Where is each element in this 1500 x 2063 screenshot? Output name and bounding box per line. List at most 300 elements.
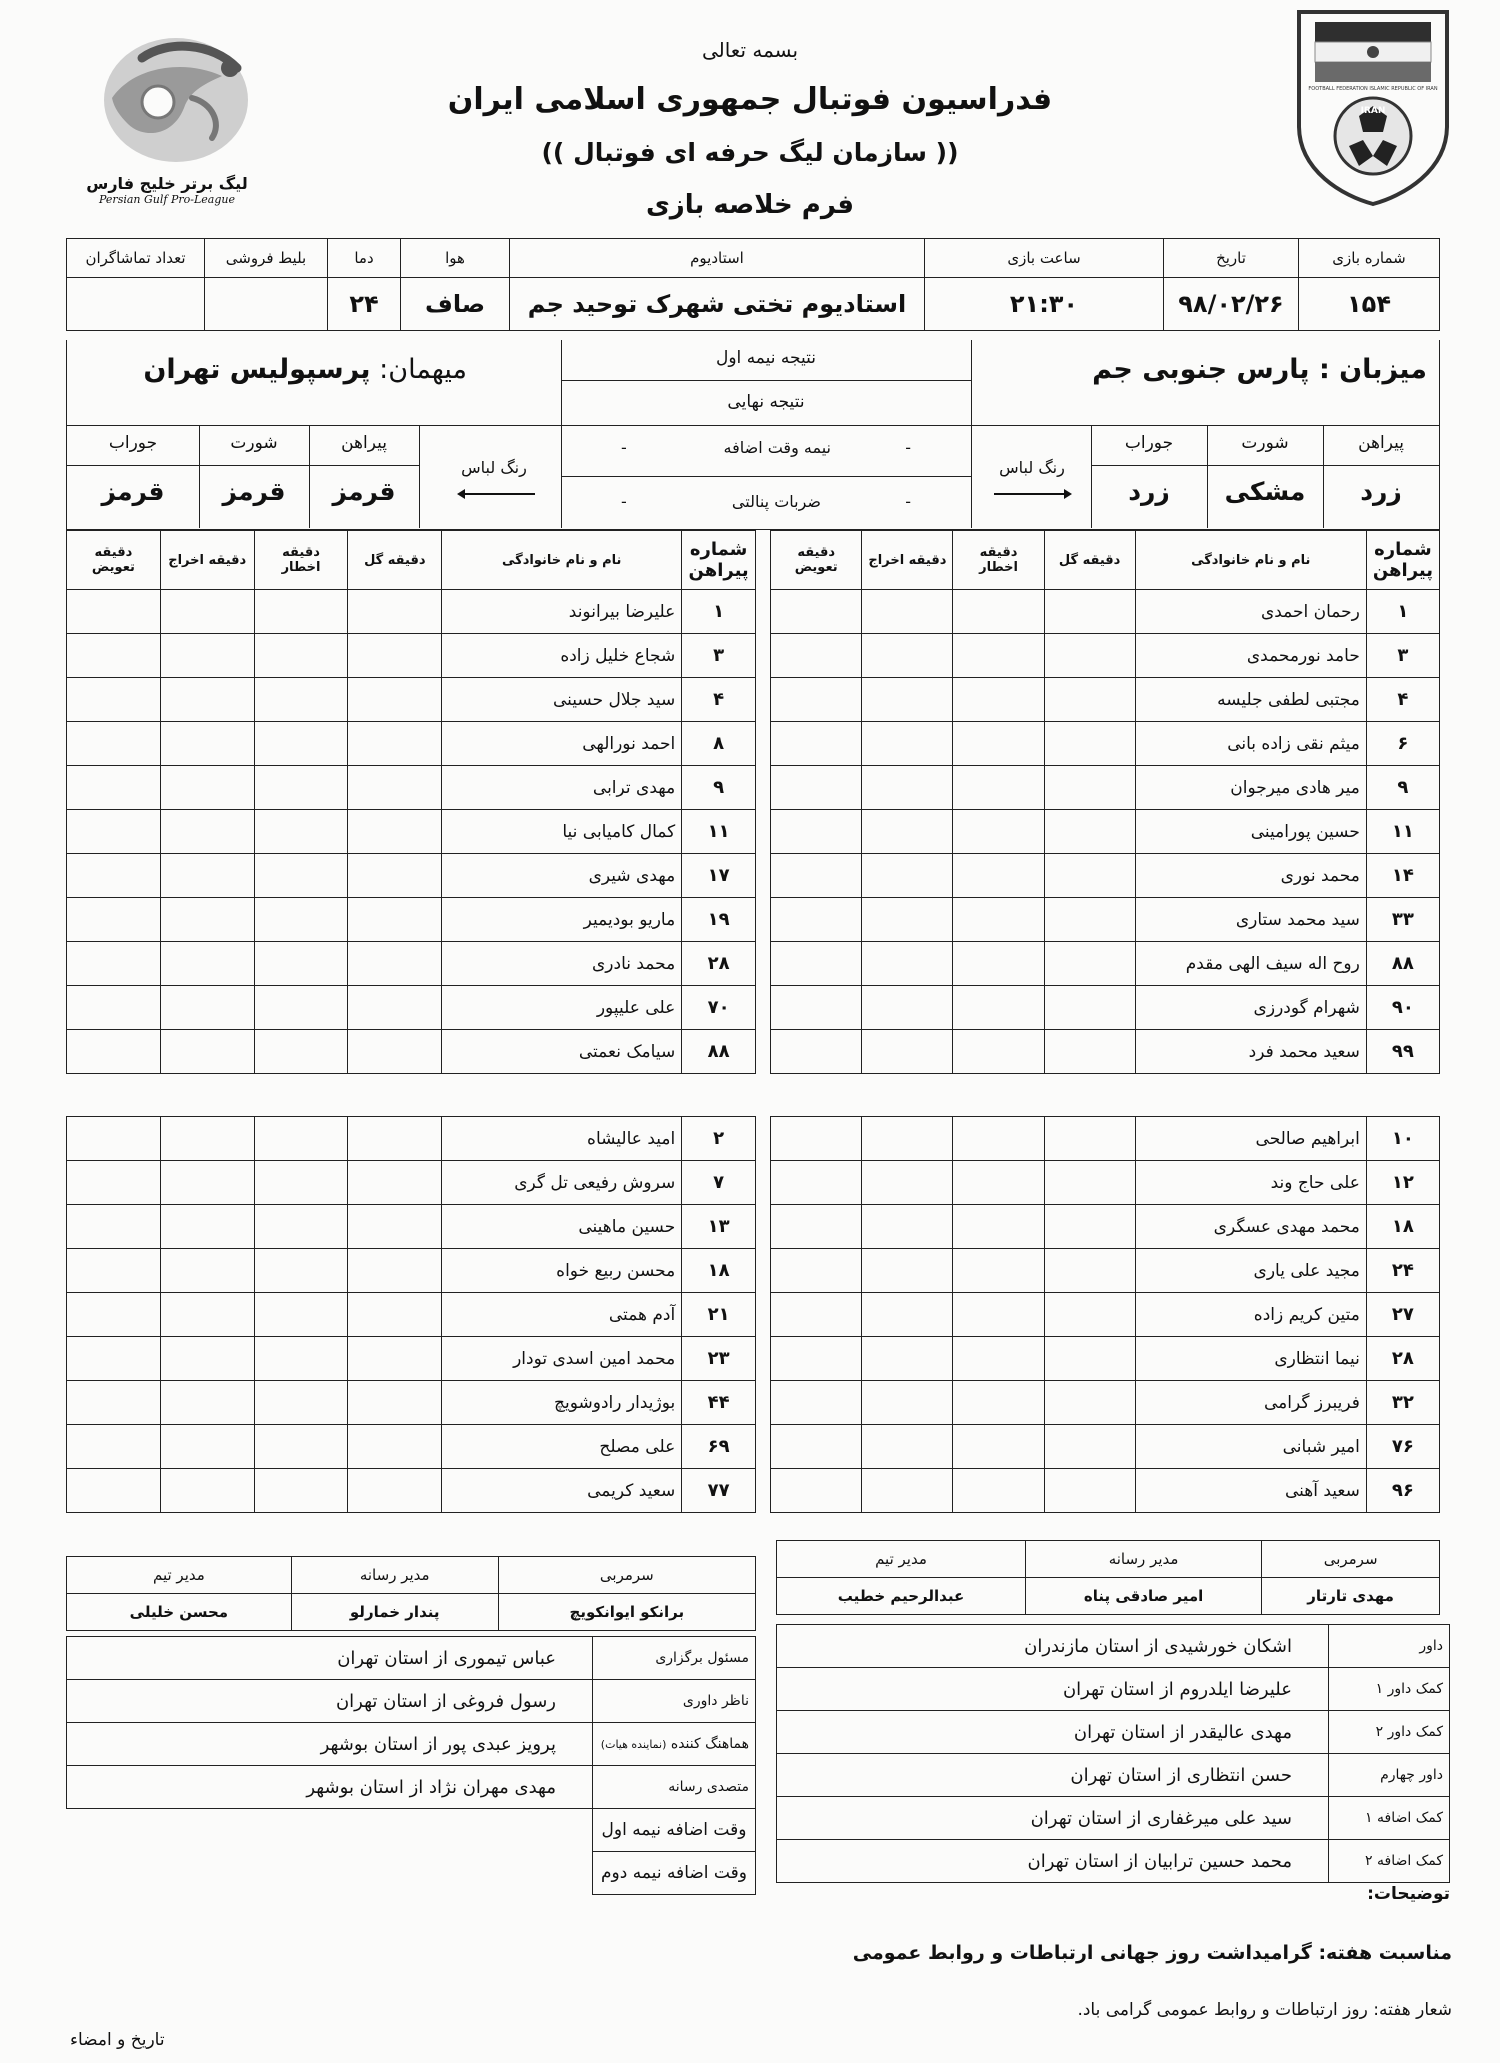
warning-minute-cell xyxy=(953,1030,1044,1074)
federation-logo-text: FOOTBALL FEDERATION ISLAMIC REPUBLIC OF IRAN xyxy=(1308,86,1438,92)
host-staff-labels xyxy=(777,1541,1440,1578)
sub-minute-cell xyxy=(67,1030,161,1074)
host-separator xyxy=(771,1074,1440,1117)
match-date: ۹۸/۰۲/۲۶ xyxy=(1164,278,1299,331)
sub-minute-cell xyxy=(771,898,862,942)
sendoff-minute-cell xyxy=(160,678,254,722)
added-time-second: وقت اضافه نیمه دوم xyxy=(593,1852,756,1895)
guest-socks-label: جوراب xyxy=(108,433,158,453)
sendoff-minute-cell xyxy=(160,986,254,1030)
goal-minute-cell xyxy=(1044,766,1135,810)
warning-minute-cell xyxy=(953,1161,1044,1205)
goal-minute-cell xyxy=(348,1425,442,1469)
host-sub-row xyxy=(771,1117,1440,1161)
player-name: مجتبی لطفی جلیسه xyxy=(1135,678,1366,722)
host-starter-row xyxy=(771,678,1440,722)
player-name: فریبرز گرامی xyxy=(1135,1381,1366,1425)
warning-minute-cell xyxy=(254,854,348,898)
player-name: کمال کامیابی نیا xyxy=(442,810,682,854)
host-starter-row xyxy=(771,1030,1440,1074)
match-time: ۲۱:۳۰ xyxy=(925,278,1164,331)
host-socks: زرد xyxy=(1128,477,1170,506)
guest-shirt: قرمز xyxy=(332,477,396,506)
goal-minute-cell xyxy=(1044,590,1135,634)
player-name: سعید محمد فرد xyxy=(1135,1030,1366,1074)
col-sub-minute: دقیقه تعویض xyxy=(771,531,862,590)
sendoff-minute-cell xyxy=(862,722,953,766)
occasion: مناسبت هفته: گرامیداشت روز جهانی ارتباطات و روابط عمومی xyxy=(852,1942,1452,1964)
federation-title: فدراسیون فوتبال جمهوری اسلامی ایران xyxy=(447,82,1053,117)
guest-starter-row xyxy=(67,810,756,854)
goal-minute-cell xyxy=(348,810,442,854)
guest-sub-row xyxy=(67,1117,756,1161)
guest-starter-row xyxy=(67,766,756,810)
referee-row xyxy=(777,1625,1450,1668)
shirt-number: ۱ xyxy=(682,590,756,634)
guest-starter-row xyxy=(67,854,756,898)
sub-minute-cell xyxy=(67,1117,161,1161)
warning-minute-cell xyxy=(953,1293,1044,1337)
guest-starter-row xyxy=(67,986,756,1030)
goal-minute-cell xyxy=(1044,1117,1135,1161)
shirt-number: ۷ xyxy=(682,1161,756,1205)
sub-minute-cell xyxy=(67,678,161,722)
col-sendoff-minute: دقیقه اخراج xyxy=(862,531,953,590)
goal-minute-cell xyxy=(348,898,442,942)
player-name: میثم نقی زاده بانی xyxy=(1135,722,1366,766)
player-name: آدم همتی xyxy=(442,1293,682,1337)
host-starter-row xyxy=(771,722,1440,766)
notes-label: توضیحات: xyxy=(1367,1884,1450,1904)
sendoff-minute-cell xyxy=(160,1425,254,1469)
guest-manager-label: مدیر تیم xyxy=(67,1557,292,1594)
sub-minute-cell xyxy=(67,1249,161,1293)
shirt-number: ۱۰ xyxy=(1366,1117,1439,1161)
player-name: امیر شبانی xyxy=(1135,1425,1366,1469)
warning-minute-cell xyxy=(953,1337,1044,1381)
sendoff-minute-cell xyxy=(160,1381,254,1425)
guest-sub-row xyxy=(67,1293,756,1337)
guest-starter-row xyxy=(67,1030,756,1074)
guest-media: پندار خمارلو xyxy=(291,1594,498,1631)
warning-minute-cell xyxy=(254,898,348,942)
goal-minute-cell xyxy=(348,1381,442,1425)
shirt-number: ۹ xyxy=(1366,766,1439,810)
sendoff-minute-cell xyxy=(862,810,953,854)
teams-block: میزبان : پارس جنوبی جم میهمان: پرسپولیس تهران نتیجه نیمه اول نتیجه نهایی - نیمه وقت اضافه - - ضربات پنالتی - پیراهن شورت جوراب زرد مشکی زرد رنگ لباس پیراهن شورت جوراب قرمز قرمز قرمز رنگ لباس xyxy=(66,340,1440,530)
host-starter-row xyxy=(771,810,1440,854)
sub-minute-cell xyxy=(67,722,161,766)
shirt-number: ۴ xyxy=(1366,678,1439,722)
guest-starter-row xyxy=(67,590,756,634)
sub-minute-cell xyxy=(67,1293,161,1337)
guest-starter-row xyxy=(67,898,756,942)
host-sub-row xyxy=(771,1381,1440,1425)
host-sub-row xyxy=(771,1425,1440,1469)
warning-minute-cell xyxy=(254,1249,348,1293)
sub-minute-cell xyxy=(771,1469,862,1513)
goal-minute-cell xyxy=(348,1249,442,1293)
warning-minute-cell xyxy=(953,722,1044,766)
warning-minute-cell xyxy=(254,590,348,634)
shirt-number: ۷۶ xyxy=(1366,1425,1439,1469)
player-name: علی حاج وند xyxy=(1135,1161,1366,1205)
sub-minute-cell xyxy=(771,634,862,678)
player-name: علی علیپور xyxy=(442,986,682,1030)
guest-label: میهمان: xyxy=(379,354,467,385)
host-coach: مهدی تارتار xyxy=(1262,1578,1440,1615)
goal-minute-cell xyxy=(348,634,442,678)
warning-minute-cell xyxy=(254,634,348,678)
shirt-number: ۳ xyxy=(682,634,756,678)
guest-sub-row xyxy=(67,1337,756,1381)
goal-minute-cell xyxy=(348,590,442,634)
player-name: مجید علی یاری xyxy=(1135,1249,1366,1293)
shirt-number: ۸۸ xyxy=(682,1030,756,1074)
sendoff-minute-cell xyxy=(160,1117,254,1161)
referee-row xyxy=(777,1668,1450,1711)
player-name: محسن ربیع خواه xyxy=(442,1249,682,1293)
shirt-number: ۸۸ xyxy=(1366,942,1439,986)
sub-minute-cell xyxy=(67,1205,161,1249)
shirt-number: ۳۲ xyxy=(1366,1381,1439,1425)
guest-starter-row xyxy=(67,634,756,678)
form-title: فرم خلاصه بازی xyxy=(645,190,855,220)
host-starter-row xyxy=(771,898,1440,942)
host-starter-row xyxy=(771,942,1440,986)
referee-value: حسن انتظاری از استان تهران xyxy=(777,1754,1329,1797)
referee-value: اشکان خورشیدی از استان مازندران xyxy=(777,1625,1329,1668)
shirt-number: ۹۶ xyxy=(1366,1469,1439,1513)
warning-minute-cell xyxy=(953,854,1044,898)
player-name: محمد مهدی عسگری xyxy=(1135,1205,1366,1249)
signature-label: تاریخ و امضاء xyxy=(70,2030,165,2050)
goal-minute-cell xyxy=(1044,1337,1135,1381)
col-name: نام و نام خانوادگی xyxy=(442,531,682,590)
sendoff-minute-cell xyxy=(160,854,254,898)
sendoff-minute-cell xyxy=(862,1337,953,1381)
referee-row xyxy=(777,1711,1450,1754)
sendoff-minute-cell xyxy=(160,1469,254,1513)
warning-minute-cell xyxy=(254,1381,348,1425)
sub-minute-cell xyxy=(67,766,161,810)
guest-staff-labels xyxy=(67,1557,756,1594)
warning-minute-cell xyxy=(953,1117,1044,1161)
referee-role: داور xyxy=(1329,1625,1450,1668)
referee-value: سید علی میرغفاری از استان تهران xyxy=(777,1797,1329,1840)
shirt-number: ۶۹ xyxy=(682,1425,756,1469)
officials-table xyxy=(66,1636,756,1895)
goal-minute-cell xyxy=(348,1293,442,1337)
host-label: میزبان : xyxy=(1318,354,1427,385)
sendoff-minute-cell xyxy=(862,1117,953,1161)
host-manager-label: مدیر تیم xyxy=(777,1541,1026,1578)
organization-title: (( سازمان لیگ حرفه ای فوتبال )) xyxy=(541,138,959,167)
warning-minute-cell xyxy=(254,1469,348,1513)
official-role xyxy=(593,1766,756,1809)
warning-minute-cell xyxy=(254,942,348,986)
warning-minute-cell xyxy=(953,634,1044,678)
sub-minute-cell xyxy=(771,1381,862,1425)
match-number: ۱۵۴ xyxy=(1299,278,1440,331)
host-manager: عبدالرحیم خطیب xyxy=(777,1578,1026,1615)
referee-role: داور چهارم xyxy=(1329,1754,1450,1797)
guest-sub-row xyxy=(67,1161,756,1205)
guest-media-label: مدیر رسانه xyxy=(291,1557,498,1594)
warning-minute-cell xyxy=(254,1337,348,1381)
guest-shirt-label: پیراهن xyxy=(341,433,387,453)
shirt-number: ۱۴ xyxy=(1366,854,1439,898)
host-players-header xyxy=(771,531,1440,590)
sendoff-minute-cell xyxy=(160,898,254,942)
player-name: سعید کریمی xyxy=(442,1469,682,1513)
sub-minute-cell xyxy=(771,590,862,634)
warning-minute-cell xyxy=(254,722,348,766)
shirt-number: ۲۷ xyxy=(1366,1293,1439,1337)
player-name: شهرام گودرزی xyxy=(1135,986,1366,1030)
shirt-number: ۱۲ xyxy=(1366,1161,1439,1205)
guest-players-header xyxy=(67,531,756,590)
goal-minute-cell xyxy=(1044,1469,1135,1513)
goal-minute-cell xyxy=(348,986,442,1030)
shirt-number: ۱ xyxy=(1366,590,1439,634)
player-name: متین کریم زاده xyxy=(1135,1293,1366,1337)
sub-minute-cell xyxy=(771,1205,862,1249)
host-starter-row xyxy=(771,766,1440,810)
guest-sub-row xyxy=(67,1381,756,1425)
sub-minute-cell xyxy=(67,942,161,986)
guest-starter-row xyxy=(67,722,756,766)
goal-minute-cell xyxy=(348,1337,442,1381)
goal-minute-cell xyxy=(1044,854,1135,898)
sub-minute-cell xyxy=(771,810,862,854)
goal-minute-cell xyxy=(1044,1293,1135,1337)
player-name: سروش رفیعی تل گری xyxy=(442,1161,682,1205)
host-starter-row xyxy=(771,986,1440,1030)
official-row xyxy=(67,1637,756,1680)
match-info-values xyxy=(67,278,1440,331)
goal-minute-cell xyxy=(1044,986,1135,1030)
sendoff-minute-cell xyxy=(862,1161,953,1205)
guest-starter-row xyxy=(67,942,756,986)
host-sub-row xyxy=(771,1161,1440,1205)
sendoff-minute-cell xyxy=(160,590,254,634)
sub-minute-cell xyxy=(771,722,862,766)
official-role-text: هماهنگ کننده xyxy=(670,1736,749,1752)
guest-sub-row xyxy=(67,1469,756,1513)
sub-minute-cell xyxy=(67,1381,161,1425)
warning-minute-cell xyxy=(254,766,348,810)
host-kit xyxy=(1091,425,1439,528)
sub-minute-cell xyxy=(771,678,862,722)
sendoff-minute-cell xyxy=(160,942,254,986)
official-role xyxy=(593,1723,756,1766)
host-starter-row xyxy=(771,590,1440,634)
sendoff-minute-cell xyxy=(160,634,254,678)
sendoff-minute-cell xyxy=(862,1249,953,1293)
sendoff-minute-cell xyxy=(862,634,953,678)
guest-manager: محسن خلیلی xyxy=(67,1594,292,1631)
official-role xyxy=(593,1680,756,1723)
host-shirt-label: پیراهن xyxy=(1358,433,1404,453)
player-name: حسین ماهینی xyxy=(442,1205,682,1249)
league-logo-text: لیگ برتر خلیج فارس xyxy=(86,174,248,193)
shirt-number: ۸ xyxy=(682,722,756,766)
referee-role: کمک اضافه ۲ xyxy=(1329,1840,1450,1883)
player-name: سیامک نعمتی xyxy=(442,1030,682,1074)
goal-minute-cell xyxy=(348,942,442,986)
host-shorts: مشکی xyxy=(1224,477,1306,506)
col-name: نام و نام خانوادگی xyxy=(1135,531,1366,590)
guest-kit xyxy=(67,425,419,528)
player-name: میر هادی میرجوان xyxy=(1135,766,1366,810)
guest-team-name: پرسپولیس تهران xyxy=(143,354,371,385)
shirt-number: ۹۹ xyxy=(1366,1030,1439,1074)
goal-minute-cell xyxy=(348,1205,442,1249)
warning-minute-cell xyxy=(254,810,348,854)
final-result: نتیجه نهایی xyxy=(727,392,805,412)
host-starters xyxy=(771,590,1440,1074)
warning-minute-cell xyxy=(254,678,348,722)
goal-minute-cell xyxy=(348,678,442,722)
shirt-number: ۷۰ xyxy=(682,986,756,1030)
sub-minute-cell xyxy=(771,1117,862,1161)
shirt-number: ۱۱ xyxy=(1366,810,1439,854)
warning-minute-cell xyxy=(953,1249,1044,1293)
official-value: پرویز عبدی پور از استان بوشهر xyxy=(67,1723,593,1766)
col-shirt-number: شماره پیراهن xyxy=(1366,531,1439,590)
sub-minute-cell xyxy=(771,1249,862,1293)
guest-staff-values xyxy=(67,1594,756,1631)
player-name: امید عالیشاه xyxy=(442,1117,682,1161)
player-name: محمد امین اسدی تودار xyxy=(442,1337,682,1381)
shirt-number: ۱۷ xyxy=(682,854,756,898)
sendoff-minute-cell xyxy=(862,590,953,634)
sendoff-minute-cell xyxy=(862,1205,953,1249)
player-name: ماریو بودیمیر xyxy=(442,898,682,942)
official-value: عباس تیموری از استان تهران xyxy=(67,1637,593,1680)
shirt-number: ۱۸ xyxy=(1366,1205,1439,1249)
goal-minute-cell xyxy=(1044,1381,1135,1425)
host-players-table xyxy=(770,530,1440,1513)
referee-value: محمد حسین ترابیان از استان تهران xyxy=(777,1840,1329,1883)
guest-sub-row xyxy=(67,1425,756,1469)
sub-minute-cell xyxy=(67,634,161,678)
sub-minute-cell xyxy=(67,854,161,898)
first-half-result: نتیجه نیمه اول xyxy=(716,348,816,368)
label-match-number: شماره بازی xyxy=(1299,239,1440,278)
warning-minute-cell xyxy=(953,1425,1044,1469)
goal-minute-cell xyxy=(348,854,442,898)
warning-minute-cell xyxy=(254,1425,348,1469)
sub-minute-cell xyxy=(771,1030,862,1074)
player-name: محمد نادری xyxy=(442,942,682,986)
goal-minute-cell xyxy=(1044,898,1135,942)
player-name: سعید آهنی xyxy=(1135,1469,1366,1513)
shirt-number: ۲ xyxy=(682,1117,756,1161)
host-sub-row xyxy=(771,1249,1440,1293)
goal-minute-cell xyxy=(1044,678,1135,722)
sendoff-minute-cell xyxy=(862,942,953,986)
goal-minute-cell xyxy=(1044,722,1135,766)
guest-shorts-label: شورت xyxy=(230,433,278,453)
match-info-table xyxy=(66,238,1440,331)
sendoff-minute-cell xyxy=(862,1425,953,1469)
host-coach-label: سرمربی xyxy=(1262,1541,1440,1578)
guest-sub-row xyxy=(67,1249,756,1293)
slogan-label: شعار هفته: xyxy=(1373,2000,1452,2020)
player-name: بوژیدار رادوشویچ xyxy=(442,1381,682,1425)
goal-minute-cell xyxy=(348,1469,442,1513)
guest-shorts: قرمز xyxy=(222,477,286,506)
host-team xyxy=(1087,354,1427,385)
warning-minute-cell xyxy=(254,986,348,1030)
shirt-number: ۲۳ xyxy=(682,1337,756,1381)
host-sub-row xyxy=(771,1293,1440,1337)
guest-team xyxy=(87,354,467,385)
referee-role: کمک اضافه ۱ xyxy=(1329,1797,1450,1840)
official-value: مهدی مهران نژاد از استان بوشهر xyxy=(67,1766,593,1809)
shirt-number: ۳۳ xyxy=(1366,898,1439,942)
slogan: روز ارتباطات و روابط عمومی گرامی باد. xyxy=(1077,2000,1368,2020)
warning-minute-cell xyxy=(953,590,1044,634)
sendoff-minute-cell xyxy=(160,1337,254,1381)
label-time: ساعت بازی xyxy=(925,239,1164,278)
sendoff-minute-cell xyxy=(862,766,953,810)
host-starter-row xyxy=(771,854,1440,898)
guest-kit-label: رنگ لباس xyxy=(461,458,527,477)
sendoff-minute-cell xyxy=(160,810,254,854)
col-goal-minute: دقیقه گل xyxy=(348,531,442,590)
shirt-number: ۱۹ xyxy=(682,898,756,942)
sub-minute-cell xyxy=(771,1161,862,1205)
col-sendoff-minute: دقیقه اخراج xyxy=(160,531,254,590)
guest-starter-row xyxy=(67,678,756,722)
label-date: تاریخ xyxy=(1164,239,1299,278)
referee-role: کمک داور ۱ xyxy=(1329,1668,1450,1711)
guest-starters xyxy=(67,590,756,1074)
label-stadium: استادیوم xyxy=(510,239,925,278)
goal-minute-cell xyxy=(1044,1030,1135,1074)
shirt-number: ۲۸ xyxy=(1366,1337,1439,1381)
added-time-first: وقت اضافه نیمه اول xyxy=(593,1809,756,1852)
sendoff-minute-cell xyxy=(862,1381,953,1425)
referee-row xyxy=(777,1754,1450,1797)
warning-minute-cell xyxy=(254,1205,348,1249)
shirt-number: ۶ xyxy=(1366,722,1439,766)
guest-socks: قرمز xyxy=(101,477,165,506)
official-role-text: متصدی رسانه xyxy=(668,1779,749,1795)
col-goal-minute: دقیقه گل xyxy=(1044,531,1135,590)
warning-minute-cell xyxy=(254,1030,348,1074)
sub-minute-cell xyxy=(67,898,161,942)
player-name: شجاع خلیل زاده xyxy=(442,634,682,678)
guest-staff-table xyxy=(66,1556,756,1631)
match-temperature: ۲۴ xyxy=(328,278,401,331)
official-row xyxy=(67,1766,756,1809)
goal-minute-cell xyxy=(1044,1205,1135,1249)
match-stadium: استادیوم تختی شهرک توحید جم xyxy=(510,278,925,331)
added-time-first-row xyxy=(67,1809,756,1852)
goal-minute-cell xyxy=(1044,942,1135,986)
sendoff-minute-cell xyxy=(862,986,953,1030)
sendoff-minute-cell xyxy=(160,1205,254,1249)
guest-substitutes xyxy=(67,1117,756,1513)
sendoff-minute-cell xyxy=(160,722,254,766)
shirt-number: ۴ xyxy=(682,678,756,722)
warning-minute-cell xyxy=(953,810,1044,854)
official-value: رسول فروغی از استان تهران xyxy=(67,1680,593,1723)
